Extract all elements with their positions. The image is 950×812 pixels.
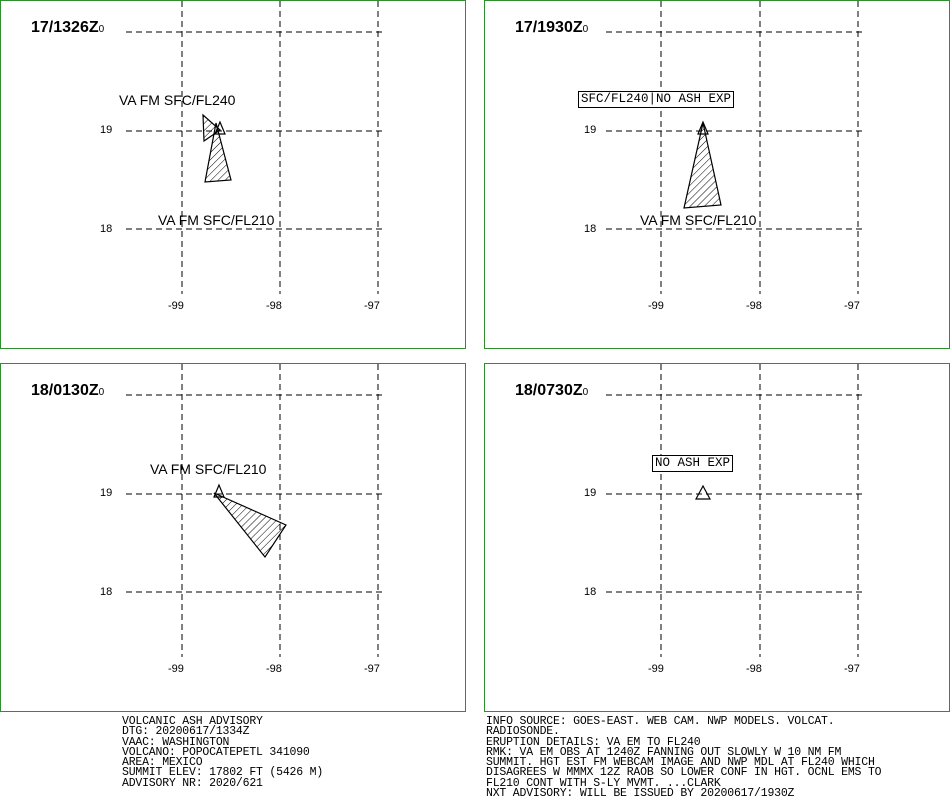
x-tick-97: -97 [364,300,380,312]
x-tick-99: -99 [648,300,664,312]
panel-time: 17/1326Z0 [31,19,105,36]
ash-polygon [214,493,286,557]
ash-label-upper: VA FM SFC/FL240 [119,92,236,108]
grid-panel-4 [485,364,950,712]
ash-label: VA FM SFC/FL210 [150,461,267,477]
x-tick-97: -97 [364,663,380,675]
ash-label-lower: VA FM SFC/FL210 [158,212,275,228]
ash-label: VA FM SFC/FL210 [640,212,757,228]
boxed-label: NO ASH EXP [652,455,733,472]
panel-time: 18/0130Z0 [31,382,105,399]
volcano-icon [696,486,710,499]
x-tick-98: -98 [746,300,762,312]
panel-time: 18/0730Z0 [515,382,589,399]
x-tick-97: -97 [844,300,860,312]
y-tick-18: 18 [100,223,113,235]
boxed-label: SFC/FL240|NO ASH EXP [578,91,734,108]
x-tick-99: -99 [648,663,664,675]
ash-polygon [684,123,721,208]
grid-panel-3 [1,364,466,712]
y-tick-19: 19 [100,487,113,499]
advisory-left-text: VOLCANIC ASH ADVISORY DTG: 20200617/1334Z VAAC: WASHINGTON VOLCANO: POPOCATEPETL 341090 AREA: MEXICO SUMMIT ELEV: 17802 FT (5426 M) ADVISORY NR: 2020/621 [122,715,324,790]
map-panel-2 [484,0,950,349]
y-tick-19: 19 [584,487,597,499]
map-panel-1 [0,0,466,349]
x-tick-98: -98 [266,300,282,312]
y-tick-19: 19 [584,124,597,136]
panel-time: 17/1930Z0 [515,19,589,36]
grid-panel-2 [485,1,950,349]
x-tick-98: -98 [746,663,762,675]
grid-panel-1 [1,1,466,349]
x-tick-99: -99 [168,663,184,675]
y-tick-19: 19 [100,124,113,136]
advisory-right-text: INFO SOURCE: GOES-EAST. WEB CAM. NWP MODELS. VOLCAT. RADIOSONDE. ERUPTION DETAILS: VA EM TO FL240 RMK: VA EM OBS AT 1240Z FANNING OUT SLOWLY W 10 NM FM SUMMIT. HGT EST FM WEBCAM IMAGE AND NWP MDL AT FL240 WHICH DISAGREES W MMMX 12Z RAOB SO LOWER CONF IN HGT. OCNL EMS TO FL210 CONT WITH S-LY MVMT. ...CLARK NXT ADVISORY: WILL BE ISSUED BY 20200617/1930Z [486,715,882,801]
map-panel-4 [484,363,950,712]
x-tick-98: -98 [266,663,282,675]
y-tick-18: 18 [584,586,597,598]
x-tick-97: -97 [844,663,860,675]
map-panel-3 [0,363,466,712]
x-tick-99: -99 [168,300,184,312]
y-tick-18: 18 [584,223,597,235]
y-tick-18: 18 [100,586,113,598]
